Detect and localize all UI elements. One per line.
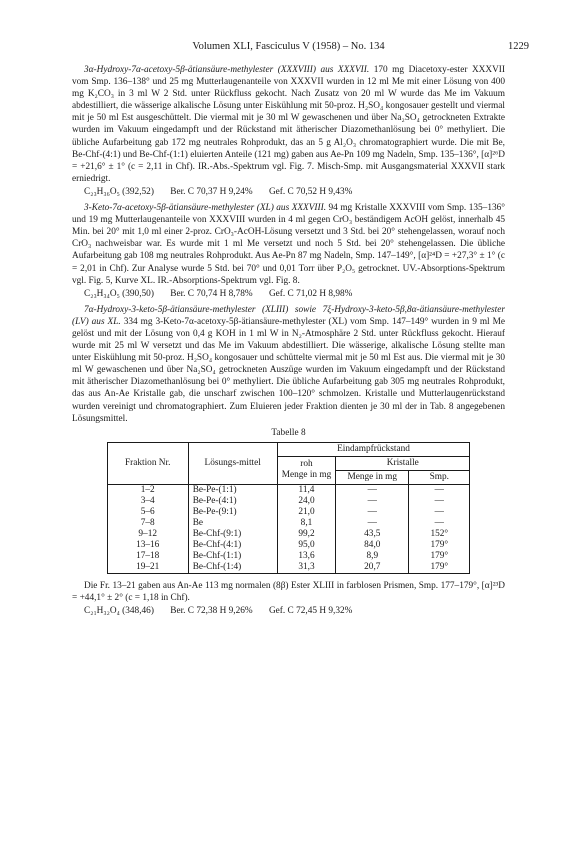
cell-roh: 13,6 (277, 551, 336, 562)
found-3: Gef. C 72,45 H 9,32% (268, 606, 353, 616)
paragraph-1-text: 170 mg Diacetoxy-ester XXXVII vom Smp. 136–138° und 25 mg Mutterlaugenanteile von XXXVII wurden in 12 ml Me mit einer Lösung von 400 mg K₂CO₃ in 3 ml W 2 Std. unter Rückfluss gekocht. Nach Zusatz von 20 ml W wurde das Me im Vakuum abdestilliert, die wässerige alkalische Lösung unter Eiskühlung mit 50-proz. H₂SO₄ kongosauer gestellt und viermal mit je 50 ml Est ausgeschüttelt. Die viermal mit je 30 ml W gewaschenen und über Na₂SO₄ getrockneten Extrakte wurden im Vakuum eingedampft und der Rückstand mit ätherischer Diazomethanlösung bei 0° methyliert. Die übliche Aufarbeitung gab 172 mg neutrales Rohprodukt, das an 5 g Al₂O₃ chromatographiert wurde. Die mit Be, Be-Chf-(4:1) und Be-Chf-(1:1) eluierten Anteile (121 mg) gaben aus Ae-Pn 109 mg Nadeln, Smp. 135–136°, [α]²⁶D = +21,6° ± 1° (c = 2,11 in Chf). IR.-Abs.-Spektrum vgl. Fig. 7. Misch-Smp. mit Ausgangsmaterial XXXVII stark erniedrigt. (72, 65, 505, 184)
table-row (107, 507, 470, 518)
cell-roh: 21,0 (277, 507, 336, 518)
compound-title-xliii: 7α-Hydroxy-3-keto-5β-ätiansäure-methylester (XLIII) sowie 7ξ-Hydroxy-3-keto-5β,8α-ätiansäure-methylester (LV) aus XL. (72, 304, 505, 327)
table-body (107, 484, 470, 573)
cell-fraktion: 5–6 (140, 506, 155, 517)
cell-loesungsmittel: Be-Chf-(1:1) (188, 551, 277, 562)
cell-fraktion: 9–12 (138, 528, 157, 539)
page-number: 1229 (508, 41, 529, 52)
col-loesungsmittel: Lösungs-mittel (188, 442, 277, 484)
col-eindampf: Eindampfrückstand (277, 442, 470, 456)
cell-fraktion: 17–18 (136, 550, 160, 561)
formula-1: C₂₃H₃₆O₅ (392,52) (84, 186, 154, 197)
journal-title: Volumen XLI, Fasciculus V (1958) – No. 134 (192, 41, 385, 52)
cell-smp: 179° (409, 540, 470, 551)
table-row (107, 540, 470, 551)
cell-kristalle-menge: — (336, 507, 409, 518)
cell-fraktion: 3–4 (140, 495, 155, 506)
cell-loesungsmittel: Be-Chf-(4:1) (188, 540, 277, 551)
table-caption: Tabelle 8 (271, 427, 306, 438)
table-row (107, 529, 470, 540)
found-2: Gef. C 71,02 H 8,98% (268, 288, 353, 299)
cell-roh: 31,3 (277, 562, 336, 574)
cell-loesungsmittel: Be-Pe-(4:1) (188, 496, 277, 507)
col-roh: roh Menge in mg (277, 456, 336, 484)
col-fraktion: Fraktion Nr. (107, 442, 188, 484)
paragraph-4: Die Fr. 13–21 gaben aus An-Ae 113 mg normalen (8β) Ester XLIII in farblosen Prismen, Smp. 177–179°, [α]²³D = +44,1° ± 2° (c = 1,18 in Chf). (72, 580, 505, 603)
cell-smp: 152° (409, 529, 470, 540)
calculated-2: Ber. C 70,74 H 8,78% (170, 288, 253, 299)
cell-fraktion: 1–2 (140, 484, 155, 495)
cell-smp: — (409, 518, 470, 529)
cell-smp: — (409, 496, 470, 507)
col-menge-kristalle: Menge in mg (336, 470, 409, 484)
analysis-2 (84, 288, 505, 300)
calculated-1: Ber. C 70,37 H 9,24% (170, 186, 253, 197)
table-row (107, 551, 470, 562)
cell-kristalle-menge: 8,9 (336, 551, 409, 562)
table-row (107, 562, 470, 574)
paragraph-1 (72, 64, 505, 185)
cell-loesungsmittel: Be (188, 518, 277, 529)
table-row (107, 518, 470, 529)
cell-kristalle-menge: 43,5 (336, 529, 409, 540)
table-row (107, 496, 470, 507)
cell-kristalle-menge: — (336, 484, 409, 496)
paragraph-2-text: 94 mg Kristalle XXXVIII vom Smp. 135–136° und 19 mg Mutterlaugenanteile von XXXVIII wurden in 4 ml gegen CrO₃ beständigem AcOH gelöst, innerhalb 45 Min. bei 20° mit 1,0 ml einer 2-proz. CrO₃-AcOH-Lösung versetzt und 3 Std. bei 20° stehengelassen, worauf noch CrO₃ nachweisbar war. Es wurde mit 1 ml Me versetzt und noch 5 Std. bei 20° stehengelassen. Die übliche Aufarbeitung gab 108 mg neutrales Rohprodukt. Aus Ae-Pn 87 mg Nadeln, Smp. 147–149°, [α]²⁴D = +27,3° ± 1° (c = 2,01 in Chf). Zur Analyse wurde 5 Std. bei 70° und 0,01 Torr über P₂O₅ getrocknet. UV.-Absorptions-Spektrum vgl. Fig. 5, Kurve XL. IR.-Absorptions-Spektrum vgl. Fig. 8. (72, 203, 505, 286)
compound-title-xxxviii: 3α-Hydroxy-7α-acetoxy-5β-ätiansäure-methylester (XXXVIII) aus XXXVII. (84, 65, 370, 75)
cell-fraktion: 19–21 (136, 561, 160, 572)
analysis-1 (84, 186, 505, 198)
fraction-table (107, 442, 471, 574)
cell-kristalle-menge: 20,7 (336, 562, 409, 574)
cell-loesungsmittel: Be-Pe-(9:1) (188, 507, 277, 518)
calculated-3: Ber. C 72,38 H 9,26% (170, 606, 253, 616)
analysis-3 (84, 605, 505, 617)
paragraph-3 (72, 304, 505, 425)
page-body (72, 64, 505, 621)
cell-loesungsmittel: Be-Chf-(1:4) (188, 562, 277, 574)
table-row (107, 484, 470, 496)
cell-roh: 99,2 (277, 529, 336, 540)
cell-loesungsmittel: Be-Chf-(9:1) (188, 529, 277, 540)
paragraph-2 (72, 202, 505, 287)
paragraph-3-text: 334 mg 3-Keto-7α-acetoxy-5β-ätiansäure-methylester (XL) vom Smp. 147–149° wurden in 9 ml Me gelöst und mit der Lösung von 0,4 g KOH in 1 ml W in N₂-Atmosphäre 2 Std. unter Rückfluss gekocht. Hierauf wurde mit 25 ml W versetzt und das Me im Vakuum abdestilliert. Die wässerige, alkalische Lösung stellte man unter Eiskühlung mit 50-proz. H₂SO₄ kongosauer und schüttelte viermal mit je 50 ml Est aus. Die viermal mit je 30 ml W gewaschenen und über Na₂SO₄ getrockneten Auszüge wurden im Vakuum eingedampft und der Rückstand mit ätherischer Diazomethanlösung bei 0° methyliert. Die übliche Aufarbeitung gab 305 mg neutrales Rohprodukt, das aus An-Ae Kristalle gab, die unscharf zwischen 100–120° schmolzen. Kristalle und Mutterlaugenrückstand wurden vereinigt und chromatographiert. Zum Eluieren jeder Fraktion dienten je 30 ml der in Tab. 8 angegebenen Lösungsmittel. (72, 316, 505, 424)
col-kristalle: Kristalle (336, 456, 470, 470)
cell-roh: 95,0 (277, 540, 336, 551)
cell-smp: — (409, 484, 470, 496)
cell-loesungsmittel: Be-Pe-(1:1) (188, 484, 277, 496)
found-1: Gef. C 70,52 H 9,43% (268, 186, 353, 197)
formula-3: C₂₁H₃₂O₄ (348,46) (84, 606, 154, 616)
cell-roh: 24,0 (277, 496, 336, 507)
cell-kristalle-menge: — (336, 518, 409, 529)
formula-2: C₂₃H₃₄O₅ (390,50) (84, 288, 154, 299)
cell-fraktion: 7–8 (140, 517, 155, 528)
cell-kristalle-menge: — (336, 496, 409, 507)
cell-roh: 11,4 (277, 484, 336, 496)
cell-smp: 179° (409, 551, 470, 562)
col-smp: Smp. (409, 470, 470, 484)
cell-roh: 8,1 (277, 518, 336, 529)
cell-kristalle-menge: 84,0 (336, 540, 409, 551)
compound-title-xl: 3-Keto-7α-acetoxy-5β-ätiansäure-methylester (XL) aus XXXVIII. (84, 203, 327, 214)
cell-smp: 179° (409, 562, 470, 574)
cell-smp: — (409, 507, 470, 518)
cell-fraktion: 13–16 (136, 539, 160, 550)
